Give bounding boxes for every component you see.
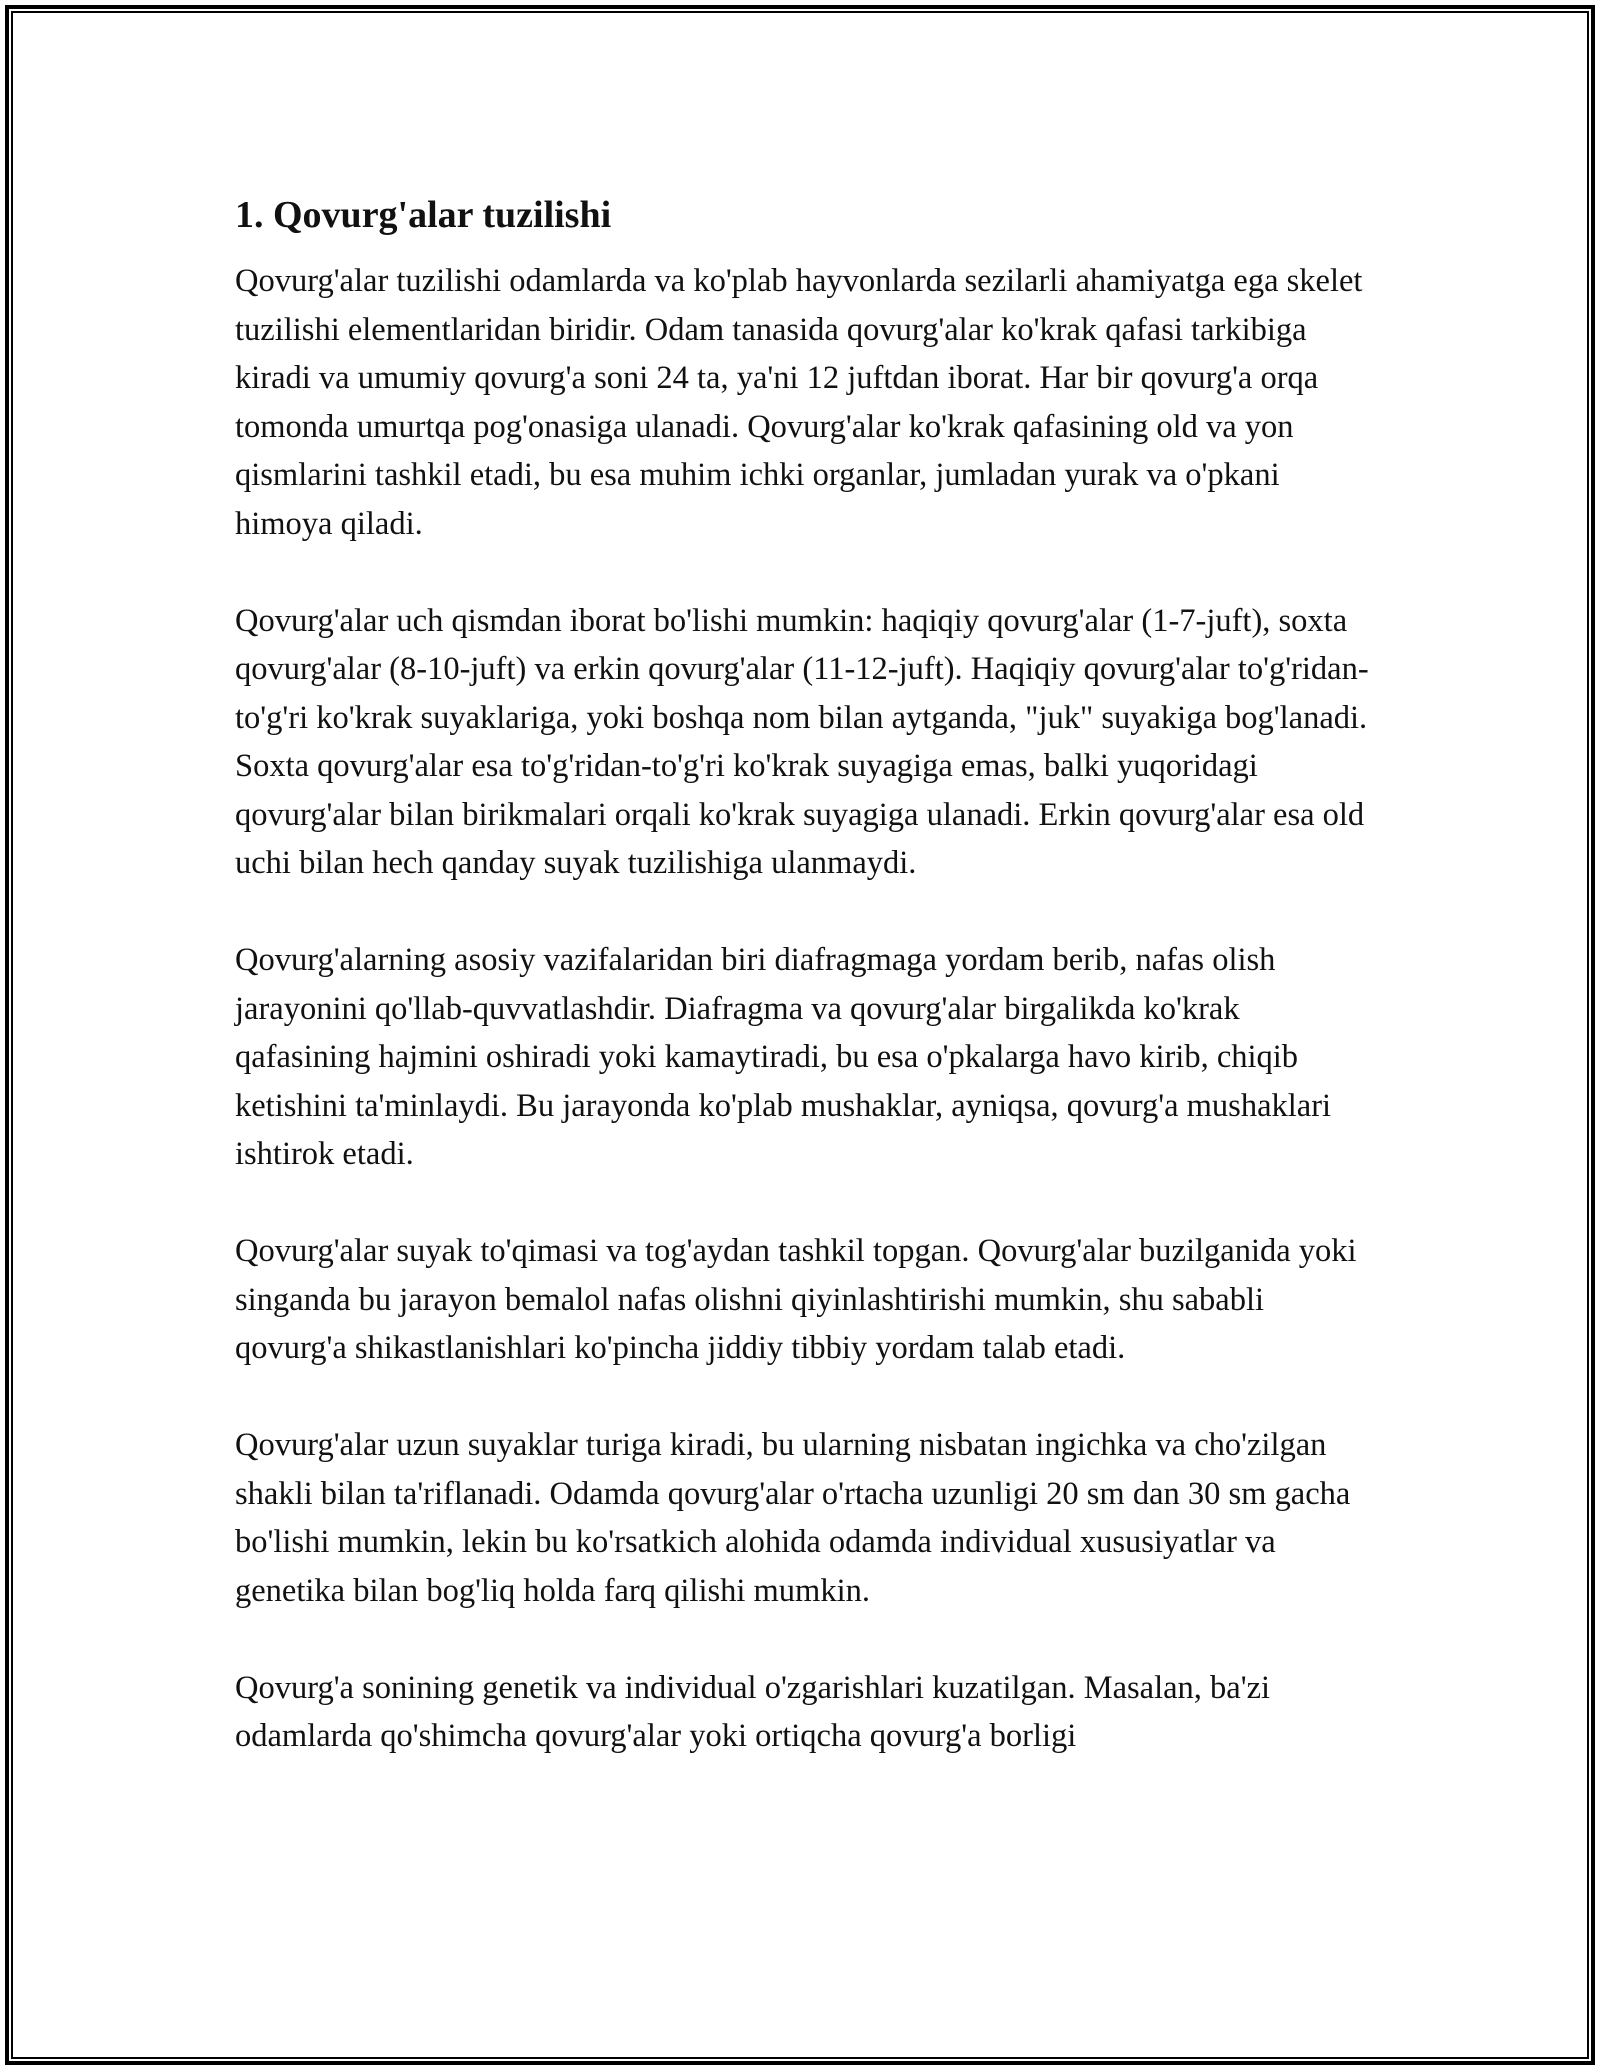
paragraph-5: Qovurg'alar uzun suyaklar turiga kiradi, bu ularning nisbatan ingichka va cho'zilgan shakli bilan ta'riflanadi. Odamda qovurg'alar o'rtacha uzunligi 20 sm dan 30 sm gacha bo'lishi mumkin, lekin bu ko'rsatkich alohida odamda individual xususiyatlar va genetika bilan bog'liq holda farq qilishi mumkin. [235,1427,1351,1609]
paragraph-6: Qovurg'a sonining genetik va individual o'zgarishlari kuzatilgan. Masalan, ba'zi odamlarda qo'shimcha qovurg'alar yoki ortiqcha qovurg'a borligi [235,1669,1271,1754]
paragraph-1: Qovurg'alar tuzilishi odamlarda va ko'plab hayvonlarda sezilarli ahamiyatga ega skelet tuzilishi elementlaridan biridir. Odam tanasida qovurg'alar ko'krak qafasi tarkibiga kiradi va umumiy qovurg'a soni 24 ta, ya'ni 12 juftdan iborat. Har bir qovurg'a orqa tomonda umurtqa pog'onasiga ulanadi. Qovurg'alar ko'krak qafasining old va yon qismlarini tashkil etadi, bu esa muhim ichki organlar, jumladan yurak va o'pkani himoya qiladi. [235,263,1363,542]
paragraph-4: Qovurg'alar suyak to'qimasi va tog'aydan tashkil topgan. Qovurg'alar buzilganida yoki singanda bu jarayon bemalol nafas olishni qiyinlashtirishi mumkin, shu sababli qovurg'a shikastlanishlari ko'pincha jiddiy tibbiy yordam talab etadi. [235,1233,1357,1366]
section-heading: 1. Qovurg'alar tuzilishi [235,194,612,236]
document-body [235,185,1375,1809]
paragraph-2: Qovurg'alar uch qismdan iborat bo'lishi mumkin: haqiqiy qovurg'alar (1-7-juft), soxta qovurg'alar (8-10-juft) va erkin qovurg'alar (11-12-juft). Haqiqiy qovurg'alar to'g'ridan-to'g'ri ko'krak suyaklariga, yoki boshqa nom bilan aytganda, "juk" suyakiga bog'lanadi. Soxta qovurg'alar esa to'g'ridan-to'g'ri ko'krak suyagiga emas, balki yuqoridagi qovurg'alar bilan birikmalari orqali ko'krak suyagiga ulanadi. Erkin qovurg'alar esa old uchi bilan hech qanday suyak tuzilishiga ulanmaydi. [235,602,1369,881]
paragraph-3: Qovurg'alarning asosiy vazifalaridan biri diafragmaga yordam berib, nafas olish jarayonini qo'llab-quvvatlashdir. Diafragma va qovurg'alar birgalikda ko'krak qafasining hajmini oshiradi yoki kamaytiradi, bu esa o'pkalarga havo kirib, chiqib ketishini ta'minlaydi. Bu jarayonda ko'plab mushaklar, ayniqsa, qovurg'a mushaklari ishtirok etadi. [235,942,1332,1172]
